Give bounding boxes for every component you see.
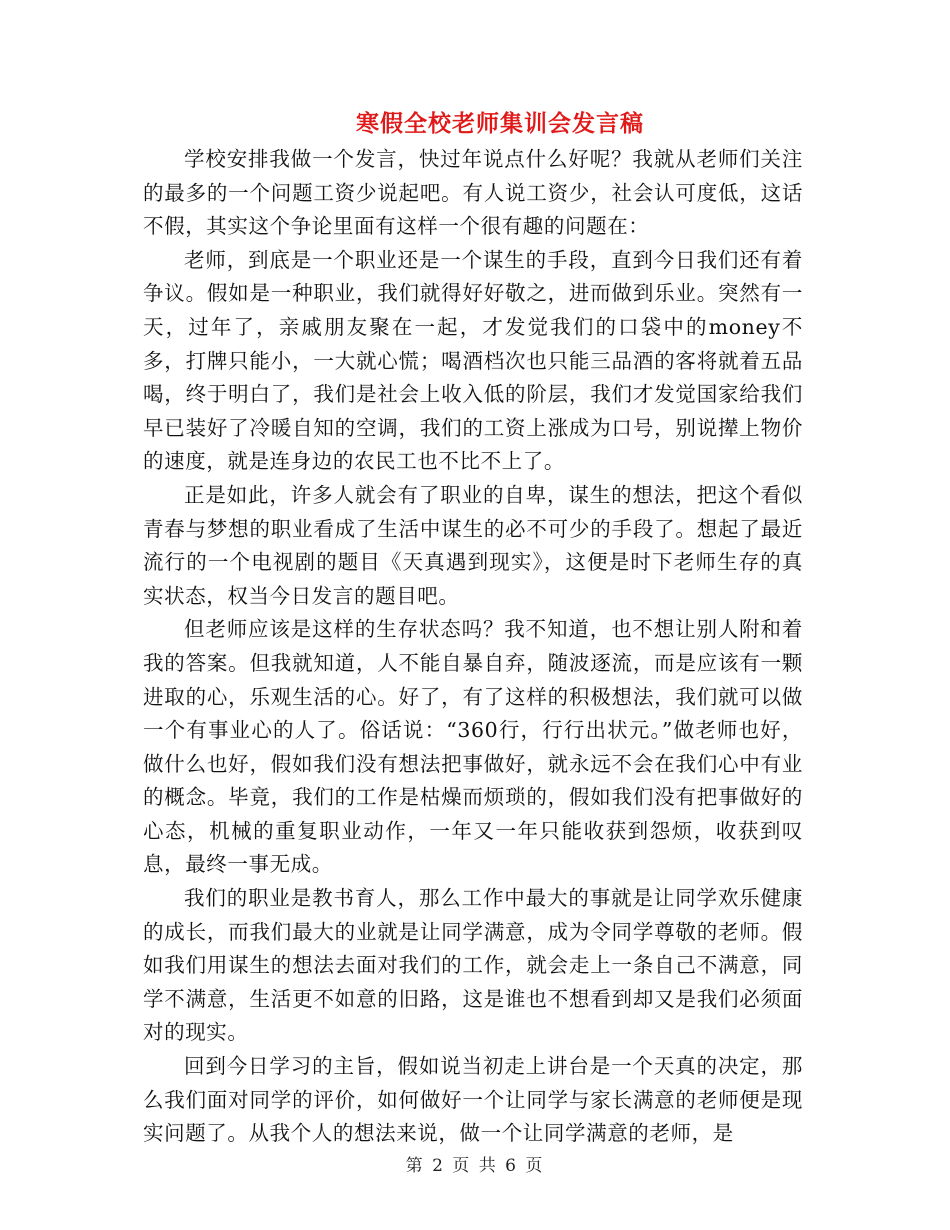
paragraph: 但老师应该是这样的生存状态吗？我不知道，也不想让别人附和着我的答案。但我就知道，人不能自暴自弃，随波逐流，而是应该有一颗进取的心，乐观生活的心。好了，有了这样的积极想法，我们就可以做一个有事业心的人了。俗话说：“360行，行行出状元。”做老师也好，做什么也好，假如我们没有想法把事做好，就永远不会在我们心中有业的概念。毕竟，我们的工作是枯燥而烦琐的，假如我们没有把事做好的心态，机械的重复职业动作，一年又一年只能收获到怨烦，收获到叹息，最终一事无成。 — [143, 617, 803, 877]
paragraph: 正是如此，许多人就会有了职业的自卑，谋生的想法，把这个看似青春与梦想的职业看成了生活中谋生的必不可少的手段了。想起了最近流行的一个电视剧的题目《天真遇到现实》，这便是时下老师生存的真实状态，权当今日发言的题目吧。 — [143, 482, 803, 608]
page-number-footer: 第 2 页 共 6 页 — [405, 1156, 545, 1176]
paragraph: 回到今日学习的主旨，假如说当初走上讲台是一个天真的决定，那么我们面对同学的评价，如何做好一个让同学与家长满意的老师便是现实问题了。从我个人的想法来说，做一个让同学满意的老师，是 — [143, 1054, 803, 1146]
document-body — [143, 143, 803, 1151]
paragraph: 我们的职业是教书育人，那么工作中最大的事就是让同学欢乐健康的成长，而我们最大的业就是让同学满意，成为令同学尊敬的老师。假如我们用谋生的想法去面对我们的工作，就会走上一条自己不满意，同学不满意，生活更不如意的旧路，这是谁也不想看到却又是我们必须面对的现实。 — [143, 886, 803, 1045]
paragraph: 学校安排我做一个发言，快过年说点什么好呢？我就从老师们关注的最多的一个问题工资少说起吧。有人说工资少，社会认可度低，这话不假，其实这个争论里面有这样一个很有趣的问题在： — [143, 147, 803, 239]
document-title: 寒假全校老师集训会发言稿 — [356, 110, 644, 137]
paragraph: 老师，到底是一个职业还是一个谋生的手段，直到今日我们还有着争议。假如是一种职业，我们就得好好敬之，进而做到乐业。突然有一天，过年了，亲戚朋友聚在一起，才发觉我们的口袋中的money不多，打牌只能小，一大就心慌；喝酒档次也只能三品酒的客将就着五品喝，终于明白了，我们是社会上收入低的阶层，我们才发觉国家给我们早已装好了冷暖自知的空调，我们的工资上涨成为口号，别说撵上物价的速度，就是连身边的农民工也不比不上了。 — [143, 247, 803, 474]
